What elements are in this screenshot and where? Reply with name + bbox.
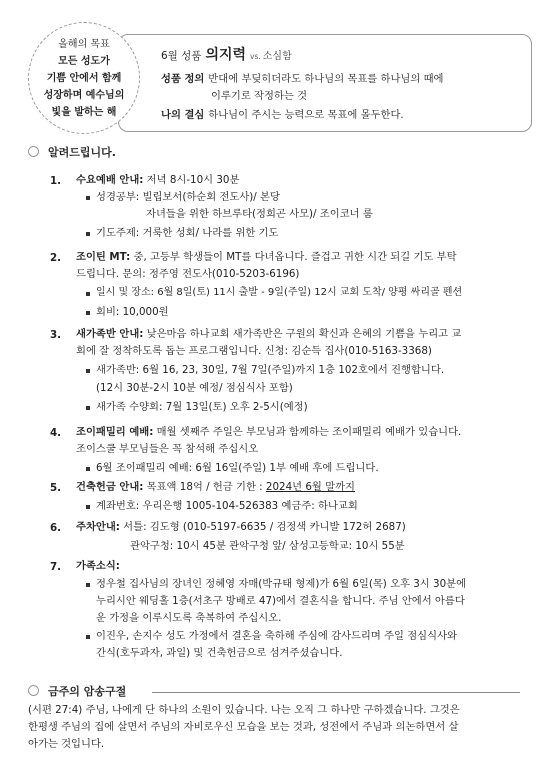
item-3-headline: [76, 326, 461, 343]
announcements-heading-text: 알려드립니다.: [48, 146, 116, 159]
item-2-text2: 드립니다. 문의: 정주영 전도사(010-5203-6196): [76, 268, 300, 280]
item-text: 저녁 8시-10시 30분: [143, 174, 240, 186]
item-4-headline: [76, 424, 461, 441]
goal-line-1: 올해의 목표: [58, 38, 110, 50]
square-bullet-icon: [86, 505, 90, 509]
item-7-sub1b: 누리시안 웨딩홀 1층(서초구 방배로 47)에서 결혼식을 합니다. 주님 안에서 아름다: [96, 595, 465, 607]
item-title: 건축헌금 안내:: [76, 481, 144, 493]
item-number: 2.: [50, 252, 62, 264]
item-text: 낮은마음 하나교회 새가족반은 구원의 확신과 은혜의 기쁨을 누리고 교: [143, 328, 462, 340]
item-text: 중, 고등부 학생들이 MT를 다녀옵니다. 즐겁고 귀한 시간 되길 기도 부탁: [130, 251, 457, 263]
opposite-virtue: 소심함: [262, 51, 292, 62]
circle-bullet-icon: [28, 146, 39, 157]
item-1-sub2: 기도주제: 거룩한 성회/ 나라를 위한 기도: [96, 227, 279, 239]
item-title: 새가족반 안내:: [76, 328, 144, 340]
resolve-row: [161, 107, 404, 124]
item-2-sub2: 회비: 10,000원: [96, 306, 169, 318]
definition-text: 반대에 부딪히더라도 하나님의 목표를 하나님의 때에: [208, 73, 444, 85]
item-7-sub2: 이진우, 손지수 성도 가정에서 결혼을 축하해 주심에 감사드리며 주일 점심식사와: [96, 630, 457, 642]
goal-line-3: 기쁨 안에서 함께: [46, 72, 122, 84]
item-title: 가족소식:: [76, 560, 120, 572]
memory-verse-line-2: 한평생 주님의 집에 살면서 주님의 자비로우신 모습을 보는 것과, 성전에서 주님과 의논하면서 살: [28, 721, 459, 733]
item-text: 목표액 18억 / 헌금 기한 :: [143, 481, 266, 493]
square-bullet-icon: [86, 467, 90, 471]
item-2-headline: [76, 249, 457, 266]
resolve-text: 하나님이 주시는 능력으로 목표에 몰두한다.: [208, 109, 404, 121]
year-goal-circle: [28, 22, 140, 134]
item-5-headline: [76, 479, 355, 496]
goal-line-4: 성장하며 예수님의: [43, 89, 125, 101]
definition-key: 성품 정의: [161, 73, 205, 85]
resolve-key: 나의 결심: [161, 109, 205, 121]
item-6-headline: [76, 519, 406, 536]
item-title: 조이틴 MT:: [76, 251, 131, 263]
circle-bullet-icon: [28, 685, 39, 696]
memory-verse-heading-text: 금주의 암송구절: [48, 685, 127, 698]
item-6-text2: 관악구청: 10시 45분 관악구청 앞/ 삼성고등학교: 10시 55분: [130, 540, 405, 552]
character-box: [118, 34, 532, 132]
item-3-sub1: 새가족반: 6월 16, 23, 30일, 7월 7일(주일)까지 1층 102호에서 진행합니다.: [96, 364, 445, 376]
character-title: [161, 47, 292, 66]
goal-line-2: 모든 성도가: [58, 55, 110, 67]
item-1-sub1b: 자녀들을 위한 하브루타(정희곤 사모)/ 조이코너 룸: [146, 208, 373, 220]
square-bullet-icon: [86, 311, 90, 315]
announcements-heading: [28, 145, 116, 162]
item-3-sub2: 새가족 수양회: 7월 13일(토) 오후 2-5시(예정): [96, 401, 308, 413]
item-7-sub2b: 간식(호두과자, 과일) 및 건축헌금으로 섬겨주셨습니다.: [96, 647, 343, 659]
month-character-label: 6월 성품: [161, 50, 202, 62]
item-number: 1.: [50, 175, 62, 187]
square-bullet-icon: [86, 635, 90, 639]
item-number: 3.: [50, 329, 62, 341]
item-3-sub1b: (12시 30분-2시 10분 예정/ 점심식사 포함): [96, 382, 293, 394]
item-7-headline: [76, 558, 120, 575]
item-number: 7.: [50, 561, 62, 573]
square-bullet-icon: [86, 196, 90, 200]
square-bullet-icon: [86, 406, 90, 410]
definition-text-2: 이루기로 작정하는 것: [211, 90, 308, 102]
item-2-sub1: 일시 및 장소: 6월 8일(토) 11시 출발 - 9일(주일) 12시 교회 도착/ 양평 싸리골 펜션: [96, 287, 463, 298]
square-bullet-icon: [86, 583, 90, 587]
item-text: 매월 셋째주 주일은 부모님과 함께하는 조이패밀리 예배가 있습니다.: [153, 426, 462, 438]
definition-row: [161, 71, 443, 88]
item-7-sub1c: 운 가정을 이루시도록 축복하여 주십시오.: [96, 612, 282, 624]
item-3-text2: 회에 잘 정착하도록 돕는 프로그램입니다. 신청: 김순득 집사(010-5163-3368): [76, 345, 432, 357]
item-7-sub1: 정우철 집사님의 장녀인 정혜영 자매(박규태 형제)가 6월 6일(목) 오후 3시 30분에: [96, 578, 467, 590]
item-number: 6.: [50, 522, 62, 534]
heading-rule: [152, 692, 520, 693]
item-5-sub1: 계좌번호: 우리은행 1005-104-526383 예금주: 하나교회: [96, 500, 358, 512]
item-number: 5.: [50, 482, 62, 494]
item-4-sub1: 6월 조이패밀리 예배: 6월 16일(주일) 1부 예배 후에 드립니다.: [96, 462, 379, 474]
virtue-name: 의지력: [205, 47, 247, 63]
item-title: 수요예배 안내:: [76, 174, 144, 186]
memory-verse-heading: [28, 684, 126, 701]
square-bullet-icon: [86, 292, 90, 296]
item-4-text2: 조이스쿨 부모님들은 꼭 참석해 주십시오: [76, 443, 259, 455]
item-text: 서틀: 김도형 (010-5197-6635 / 검정색 카니발 172허 2687): [119, 521, 406, 533]
item-title: 조이패밀리 예배:: [76, 426, 154, 438]
item-number: 4.: [50, 427, 62, 439]
item-title: 주차안내:: [76, 521, 120, 533]
memory-verse-line-1: (시편 27:4) 주님, 나에게 단 하나의 소원이 있습니다. 나는 오직 그 하나만 구하겠습니다. 그것은: [28, 704, 460, 716]
deadline-text: 2024년 6월 말까지: [265, 481, 355, 493]
square-bullet-icon: [86, 369, 90, 373]
item-1-sub1: 성경공부: 빌립보서(하순회 전도사)/ 본당: [96, 191, 280, 203]
vs-label: vs.: [250, 52, 261, 61]
item-1-headline: [76, 172, 239, 189]
goal-line-5: 빛을 발하는 해: [51, 106, 117, 118]
memory-verse-line-3: 아가는 것입니다.: [28, 738, 105, 750]
square-bullet-icon: [86, 232, 90, 236]
